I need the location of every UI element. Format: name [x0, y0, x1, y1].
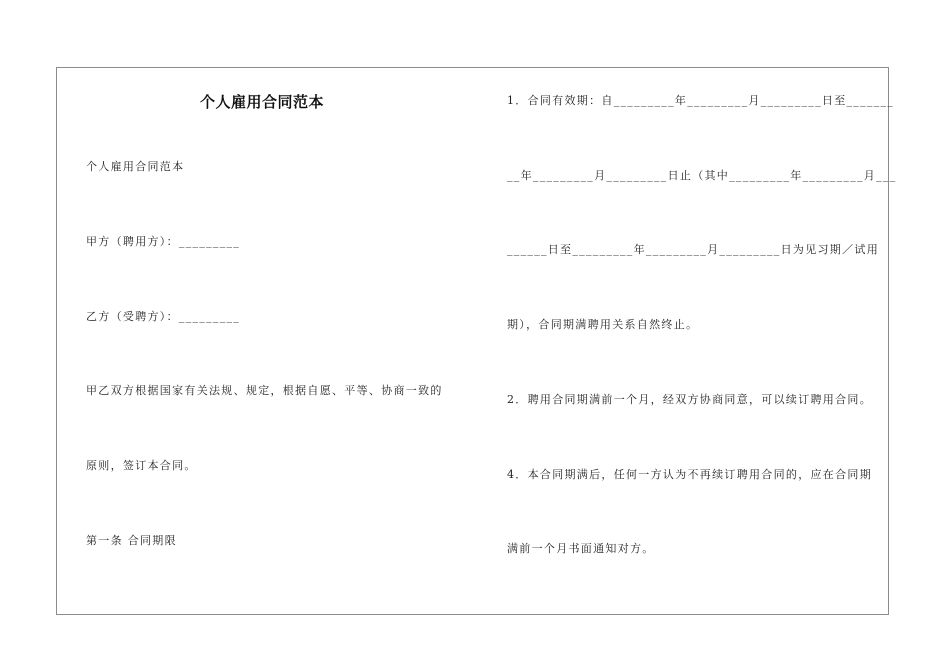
right-line-6: 4．本合同期满后，任何一方认为不再续订聘用合同的，应在合同期	[507, 468, 872, 481]
right-line-7: 满前一个月书面通知对方。	[507, 542, 655, 555]
right-line-5: 2．聘用合同期满前一个月，经双方协商同意，可以续订聘用合同。	[507, 393, 872, 406]
left-line-6: 第一条 合同期限	[86, 534, 177, 547]
document-title: 个人雇用合同范本	[199, 93, 324, 111]
right-line-4: 期），合同期满聘用关系自然终止。	[507, 318, 699, 331]
right-line-3: ______日至_________年_________月_________日为见习期／试用	[507, 243, 879, 256]
left-line-4: 甲乙双方根据国家有关法规、规定，根据自愿、平等、协商一致的	[86, 384, 443, 397]
left-line-1: 个人雇用合同范本	[86, 160, 185, 173]
left-line-5: 原则，签订本合同。	[86, 459, 197, 472]
right-line-2: __年_________月_________日止（其中_________年_________月___	[507, 169, 897, 182]
left-line-3: 乙方（受聘方）：_________	[86, 310, 241, 323]
right-line-1: 1．合同有效期：自_________年_________月_________日至_______	[507, 94, 895, 107]
page-frame	[56, 67, 889, 615]
left-line-2: 甲方（聘用方）：_________	[86, 235, 241, 248]
